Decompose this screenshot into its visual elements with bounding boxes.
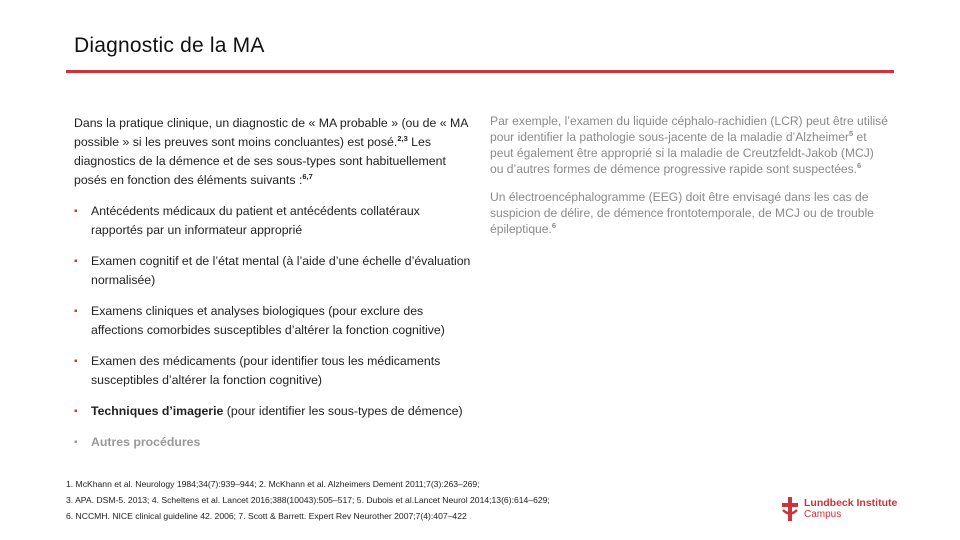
list-item: ▪ Examens cliniques et analyses biologiques (pour exclure des affections comorbides susceptibles d’altérer la fonction cognitive): [74, 304, 445, 337]
logo-subtitle: Campus: [804, 509, 842, 520]
intro-citation-2: 6,7: [302, 172, 313, 181]
list-item: ▪ Examen cognitif et de l’état mental (à l’aide d’une échelle d’évaluation normalisée): [74, 254, 471, 287]
bullet-icon: ▪: [74, 406, 78, 417]
eeg-paragraph: Un électroencéphalogramme (EEG) doit être envisagé dans les cas de suspicion de délire, de démence frontotemporale, de MCJ ou de trouble épileptique.$^6$: [490, 190, 874, 236]
title-divider: [66, 70, 894, 73]
csf-citation-1: 5: [849, 129, 854, 138]
intro-text-2: Les diagnostics de la démence et de ses sous-types sont habituellement posés en fonction des éléments suivants :: [74, 135, 446, 187]
left-column: [74, 114, 474, 464]
references: [66, 476, 726, 524]
slide-title: Diagnostic de la MA: [74, 34, 265, 57]
bullet-icon: ▪: [74, 206, 78, 217]
bullet-icon: ▪: [74, 437, 78, 448]
right-column: [490, 113, 890, 249]
bullet-icon: ▪: [74, 306, 78, 317]
csf-citation-2: 6: [857, 161, 862, 170]
reference-line: 1. McKhann et al. Neurology 1984;34(7):939–944; 2. McKhann et al. Alzheimers Dement 2011;7(3):263–269;: [66, 479, 480, 489]
csf-paragraph: Par exemple, l’examen du liquide céphalo-rachidien (LCR) peut être utilisé pour identifier la pathologie sous-jacente de la maladie d’Alzheimer$^5$ et peut également être approprié si la maladie de Creutzfeldt-Jakob (MCJ) ou d’autres formes de démence progressive rapide sont suspectées.$^6$: [490, 114, 888, 176]
criteria-list: [74, 202, 474, 452]
intro-paragraph: [74, 114, 474, 190]
bullet-icon: ▪: [74, 356, 78, 367]
list-item: ▪ Antécédents médicaux du patient et antécédents collatéraux rapportés par un informateur approprié: [74, 204, 420, 237]
reference-line: 3. APA. DSM-5. 2013; 4. Scheltens et al. Lancet 2016;388(10043):505–517; 5. Dubois et al.Lancet Neurol 2014;13(6):614–629;: [66, 495, 550, 505]
list-item-other-procedures: ▪ Autres procédures: [74, 433, 474, 452]
eeg-citation: 6: [551, 221, 557, 230]
intro-text-1: Dans la pratique clinique, un diagnostic de « MA probable » (ou de « MA possible » si les preuves sont moins concluantes) est posé.: [74, 116, 468, 149]
list-item: ▪ Examen des médicaments (pour identifier tous les médicaments susceptibles d’altérer la fonction cognitive): [74, 354, 441, 387]
lundbeck-logo: [780, 496, 900, 522]
imaging-label: Techniques d’imagerie: [91, 404, 224, 418]
intro-citation-1: 2,3: [397, 134, 408, 143]
logo-title: Lundbeck Institute: [804, 497, 898, 509]
bullet-icon: ▪: [74, 256, 78, 267]
list-item-imaging: ▪ Techniques d’imagerie (pour identifier les sous-types de démence): [74, 402, 474, 421]
reference-line: 6. NCCMH. NICE clinical guideline 42. 2006; 7. Scott & Barrett. Expert Rev Neurother 2007;7(4):407–422: [66, 511, 467, 521]
lundbeck-cross-logo-icon: [780, 497, 800, 521]
